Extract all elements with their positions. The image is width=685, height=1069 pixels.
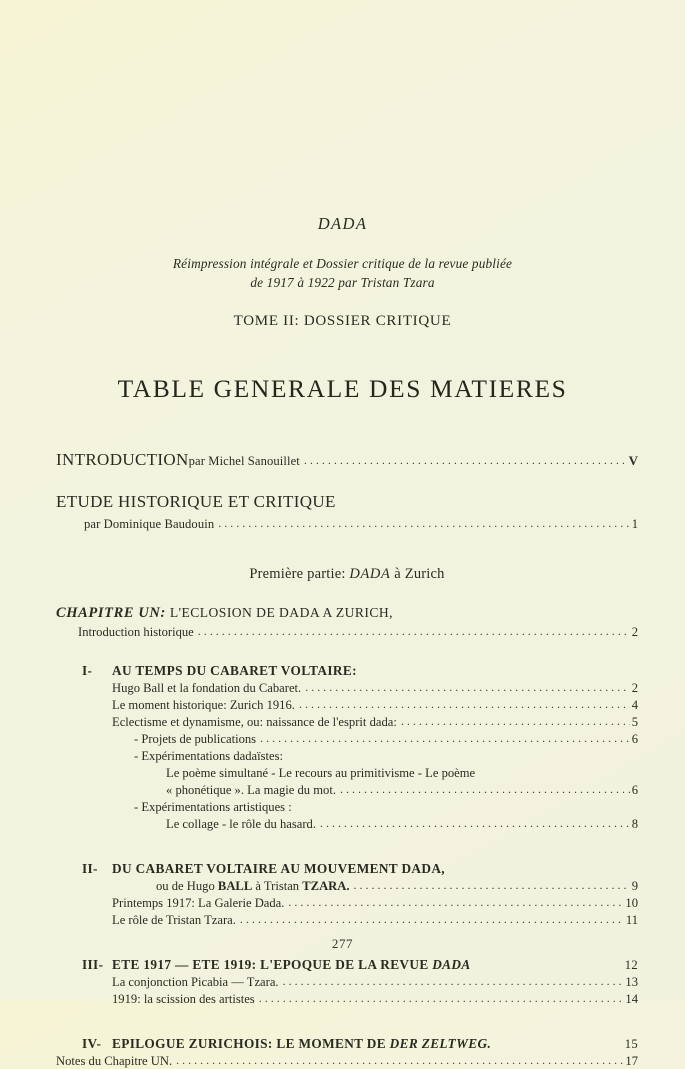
- toc-entry-chapter-intro[interactable]: [56, 625, 638, 640]
- toc-entry[interactable]: [56, 698, 638, 713]
- dot-leader: [259, 991, 624, 1006]
- section-title: ETE 1917 — ETE 1919: L'EPOQUE DE LA REVUE: [112, 957, 433, 972]
- chapter-heading: [56, 605, 638, 622]
- section-title-italic: DADA: [432, 957, 471, 972]
- chapter-intro-page: 2: [631, 625, 638, 639]
- section-numeral: III-: [82, 957, 104, 972]
- dot-leader: [320, 816, 630, 831]
- entry-page: 5: [631, 715, 638, 729]
- section-numeral: I-: [82, 663, 93, 678]
- spacer: [56, 832, 638, 847]
- dot-leader: [283, 974, 624, 989]
- section-page: 15: [624, 1037, 638, 1051]
- dot-leader: [288, 895, 623, 910]
- chapter-intro-text: Introduction historique: [78, 625, 194, 639]
- masthead-tome: TOME II: DOSSIER CRITIQUE: [233, 313, 452, 329]
- toc-entry[interactable]: [56, 896, 638, 911]
- part-heading: [56, 566, 638, 583]
- section-page: 12: [624, 958, 638, 972]
- section-heading[interactable]: [56, 663, 638, 679]
- entry-text: - Expérimentations dadaïstes:: [134, 749, 283, 763]
- dot-leader: [198, 624, 630, 639]
- dot-leader: [354, 878, 630, 893]
- section-numeral: IV-: [82, 1036, 102, 1051]
- dot-leader: [260, 731, 630, 746]
- etude-label: ETUDE HISTORIQUE ET CRITIQUE: [56, 492, 336, 511]
- toc-section-4: [56, 1036, 638, 1069]
- table-of-contents: [0, 450, 685, 1069]
- masthead-title: DADA: [317, 214, 368, 233]
- toc-entry[interactable]: [56, 749, 638, 764]
- spacer: [56, 1007, 638, 1022]
- toc-entry[interactable]: [56, 783, 638, 798]
- entry-text: - Expérimentations artistiques :: [134, 800, 292, 814]
- dot-leader: [305, 680, 629, 695]
- section2-plain-b: à Tristan: [252, 879, 303, 893]
- section-heading[interactable]: [56, 957, 638, 973]
- etude-page: 1: [631, 517, 638, 531]
- entry-text: Le moment historique: Zurich 1916.: [112, 698, 295, 712]
- entry-page: 2: [631, 681, 638, 695]
- entry-page: 11: [625, 913, 638, 927]
- entry-text: - Projets de publications: [134, 732, 257, 746]
- toc-section-2: [56, 861, 638, 928]
- part-emphasis: DADA: [349, 566, 391, 582]
- entry-text: Notes du Chapitre UN.: [56, 1054, 173, 1068]
- toc-entry[interactable]: [56, 681, 638, 696]
- section-numeral: II-: [82, 861, 98, 876]
- entry-page: 14: [625, 992, 638, 1006]
- section-heading-line2[interactable]: [56, 879, 638, 894]
- part-suffix: à Zurich: [394, 566, 445, 582]
- dot-leader: [304, 451, 627, 469]
- spacer: [56, 640, 638, 649]
- section-title: DU CABARET VOLTAIRE AU MOUVEMENT DADA,: [112, 861, 445, 876]
- entry-page: 17: [625, 1054, 638, 1068]
- dot-leader: [340, 782, 630, 797]
- entry-text: Eclectisme et dynamisme, ou: naissance de l'esprit dada:: [112, 715, 397, 729]
- section2-page: 9: [631, 879, 638, 893]
- etude-byline: par Dominique Baudouin: [84, 517, 215, 531]
- toc-entry[interactable]: [56, 800, 638, 815]
- toc-entry-etude[interactable]: [56, 515, 638, 533]
- page-number-folio: 277: [331, 936, 354, 951]
- dot-leader: [176, 1053, 623, 1068]
- entry-text: Printemps 1917: La Galerie Dada.: [112, 896, 285, 910]
- masthead-subtitle-line1: Réimpression intégrale et Dossier critique de la revue publiée: [172, 256, 513, 271]
- toc-entry[interactable]: [56, 1054, 638, 1069]
- section-title: AU TEMPS DU CABARET VOLTAIRE:: [112, 663, 357, 678]
- toc-entry[interactable]: [56, 766, 638, 781]
- introduction-page: V: [628, 453, 638, 468]
- entry-text: Le poème simultané - Le recours au primitivisme - Le poème: [166, 766, 476, 780]
- entry-text: Hugo Ball et la fondation du Cabaret.: [112, 681, 302, 695]
- chapter-title: L'ECLOSION DE DADA A ZURICH,: [169, 605, 393, 620]
- entry-text: « phonétique ». La magie du mot.: [166, 783, 336, 797]
- toc-entry[interactable]: [56, 913, 638, 928]
- introduction-byline: par Michel Sanouillet: [188, 454, 300, 468]
- section2-plain-a: ou de Hugo: [156, 879, 218, 893]
- entry-page: 6: [631, 732, 638, 746]
- section-heading[interactable]: [56, 861, 638, 877]
- entry-page: 13: [625, 975, 638, 989]
- entry-page: 10: [625, 896, 638, 910]
- part-prefix: Première partie:: [249, 566, 346, 582]
- masthead-subtitle: [0, 255, 685, 292]
- toc-entry[interactable]: [56, 975, 638, 990]
- entry-text: 1919: la scission des artistes: [112, 992, 255, 1006]
- masthead-subtitle-line2: de 1917 à 1922 par Tristan Tzara: [250, 274, 435, 290]
- section-title-italic: DER ZELTWEG.: [389, 1036, 492, 1051]
- toc-entry[interactable]: [56, 715, 638, 730]
- entry-page: 8: [631, 817, 638, 831]
- toc-section-1: [56, 663, 638, 832]
- introduction-label: INTRODUCTION: [56, 450, 189, 469]
- entry-text: Le rôle de Tristan Tzara.: [112, 913, 236, 927]
- toc-entry-introduction[interactable]: [56, 450, 638, 470]
- toc-entry[interactable]: [56, 817, 638, 832]
- page-title: TABLE GENERALE DES MATIERES: [117, 374, 568, 403]
- entry-text: La conjonction Picabia — Tzara.: [112, 975, 279, 989]
- masthead: [0, 0, 685, 330]
- entry-page: 4: [631, 698, 638, 712]
- dot-leader: [299, 697, 630, 712]
- dot-leader: [218, 514, 629, 532]
- section2-bold-b: TZARA.: [302, 879, 350, 893]
- entry-text: Le collage - le rôle du hasard.: [166, 817, 317, 831]
- section2-bold-a: BALL: [217, 879, 253, 893]
- toc-entry[interactable]: [56, 732, 638, 747]
- section-heading[interactable]: [56, 1036, 638, 1052]
- dot-leader: [401, 714, 630, 729]
- entry-page: 6: [631, 783, 638, 797]
- chapter-number-label: CHAPITRE UN:: [56, 605, 166, 621]
- section-title: EPILOGUE ZURICHOIS: LE MOMENT DE: [112, 1036, 390, 1051]
- dot-leader: [240, 912, 624, 927]
